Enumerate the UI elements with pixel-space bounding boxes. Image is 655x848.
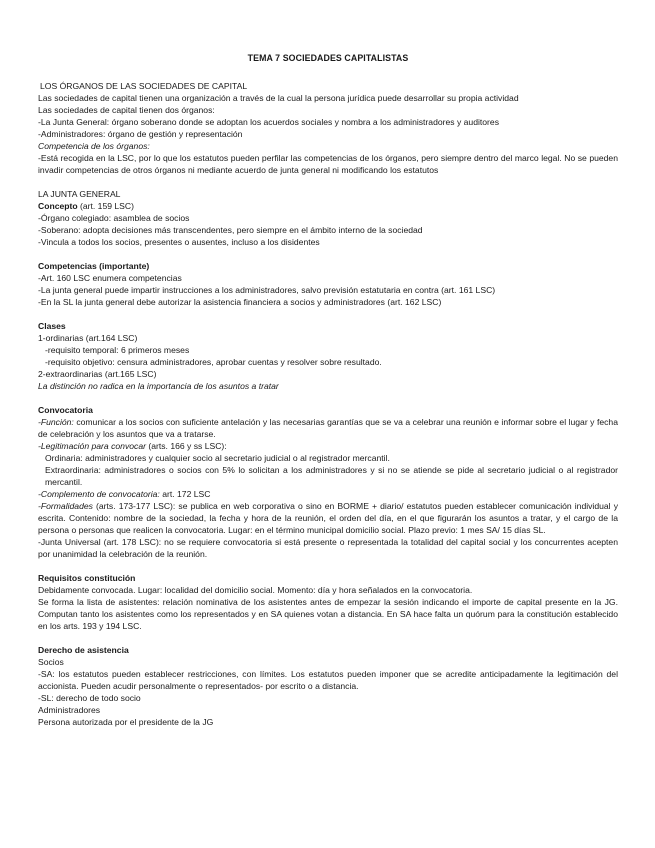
complemento-text: art. 172 LSC [159, 489, 211, 499]
paragraph-line: -Art. 160 LSC enumera competencias [38, 273, 182, 283]
paragraph-line: Administradores [38, 705, 101, 715]
paragraph-line: -Vincula a todos los socios, presentes o ausentes, incluso a los disidentes [38, 237, 320, 247]
paragraph-line: -Está recogida en la LSC, por lo que los estatutos pueden perfilar las competencias de los órganos, pero siempre dentro del marco legal. No se pueden invadir competencias de otros órganos ni mediante acuerdo de junta general ni modificando los estatutos [38, 153, 618, 175]
paragraph-line: -Órgano colegiado: asamblea de socios [38, 213, 190, 223]
paragraph-line: Socios [38, 657, 64, 667]
formalidades-text: (arts. 173-177 LSC): se publica en web corporativa o sino en BORME + diario/ estatutos pueden establecer comunicación individual y escrita. Contenido: nombre de la sociedad, la fecha y hora de la reunión, el orden del día, en el que figurarán los asuntos a tratar, y el cargo de la persona o personas que realicen la convocatoria. Lugar: en el término municipal domicilio social. Plazo previo: 1 mes SA/ 15 días SL. [38, 501, 618, 535]
paragraph-line: -La junta general puede impartir instrucciones a los administradores, salvo previsión estatutaria en contra (art. 161 LSC) [38, 285, 496, 295]
section-asistencia [38, 644, 618, 728]
paragraph-line: Ordinaria: administradores y cualquier socio al secretario judicial o al registrador mercantil. [45, 453, 390, 463]
section-heading: LOS ÓRGANOS DE LAS SOCIEDADES DE CAPITAL [40, 81, 248, 91]
paragraph-line: Las sociedades de capital tienen dos órganos: [38, 105, 215, 115]
legit-text: (arts. 166 y ss LSC): [145, 441, 227, 451]
paragraph-line: -SL: derecho de todo socio [38, 693, 141, 703]
section-junta-general [38, 188, 618, 248]
section-heading: Competencias (importante) [38, 261, 150, 271]
paragraph-line: Competencia de los órganos: [38, 141, 150, 151]
section-heading: Clases [38, 321, 66, 331]
legit-label: -Legitimación para convocar [38, 441, 146, 451]
paragraph-line: -Administradores: órgano de gestión y representación [38, 129, 243, 139]
concepto-label: Concepto [38, 201, 78, 211]
paragraph-line: Las sociedades de capital tienen una organización a través de la cual la persona jurídica puede desarrollar su propia actividad [38, 93, 519, 103]
section-heading: LA JUNTA GENERAL [38, 189, 121, 199]
funcion-text: comunicar a los socios con suficiente antelación y las necesarias garantías que se va a celebrar una reunión e informar sobre el lugar y fecha de celebración y los asuntos que va a tratarse. [38, 417, 618, 439]
paragraph-line: Debidamente convocada. Lugar: localidad del domicilio social. Momento: día y hora señalados en la convocatoria. [38, 585, 473, 595]
section-heading: Convocatoria [38, 405, 93, 415]
document-page [38, 52, 618, 728]
funcion-label: -Función: [38, 417, 74, 427]
paragraph-line: Extraordinaria: administradores o socios con 5% lo solicitan a los administradores y si no se atiende se pide al secretario judicial o al registrador mercantil. [45, 465, 618, 487]
formalidades-label: -Formalidades [38, 501, 93, 511]
paragraph-line: -requisito temporal: 6 primeros meses [45, 345, 190, 355]
section-organos [38, 80, 618, 176]
paragraph-line: -Soberano: adopta decisiones más transcendentes, pero siempre en el ámbito interno de la sociedad [38, 225, 423, 235]
section-competencias [38, 260, 618, 308]
section-requisitos [38, 572, 618, 632]
paragraph-line: Se forma la lista de asistentes: relación nominativa de los asistentes antes de empezar la sesión indicando el importe de capital presente en la JG. Computan tanto los asistentes como los representados y en SA quienes votan a distancia. En SA hace falta un quórum para la constitución establecido en los arts. 193 y 194 LSC. [38, 597, 618, 631]
paragraph-line: -SA: los estatutos pueden establecer restricciones, con límites. Los estatutos pueden imponer que se acredite anticipadamente la legitimación del accionista. Pueden acudir personalmente o representados- por escrito o a distancia. [38, 669, 618, 691]
section-heading: Requisitos constitución [38, 573, 136, 583]
concepto-heading [38, 200, 618, 212]
paragraph-line: 2-extraordinarias (art.165 LSC) [38, 369, 157, 379]
paragraph-line [38, 500, 618, 536]
complemento-label: -Complemento de convocatoria: [38, 489, 160, 499]
document-title: TEMA 7 SOCIEDADES CAPITALISTAS [247, 53, 409, 63]
paragraph-line: La distinción no radica en la importancia de los asuntos a tratar [38, 381, 279, 391]
paragraph-line: -En la SL la junta general debe autorizar la asistencia financiera a socios y administradores (art. 162 LSC) [38, 297, 442, 307]
section-convocatoria [38, 404, 618, 560]
paragraph-line [38, 416, 618, 440]
paragraph-line: -La Junta General: órgano soberano donde se adoptan los acuerdos sociales y nombra a los administradores y auditores [38, 117, 499, 127]
paragraph-line [38, 440, 618, 452]
concepto-ref: (art. 159 LSC) [77, 201, 134, 211]
section-clases [38, 320, 618, 392]
paragraph-line: -requisito objetivo: censura administradores, aprobar cuentas y resolver sobre resultado. [45, 357, 382, 367]
paragraph-line: 1-ordinarias (art.164 LSC) [38, 333, 138, 343]
paragraph-line: Persona autorizada por el presidente de la JG [38, 717, 214, 727]
paragraph-line: -Junta Universal (art. 178 LSC): no se requiere convocatoria si está presente o representada la totalidad del capital social y los concurrentes acepten por unanimidad la celebración de la reunión. [38, 537, 618, 559]
paragraph-line [38, 488, 618, 500]
section-heading: Derecho de asistencia [38, 645, 129, 655]
